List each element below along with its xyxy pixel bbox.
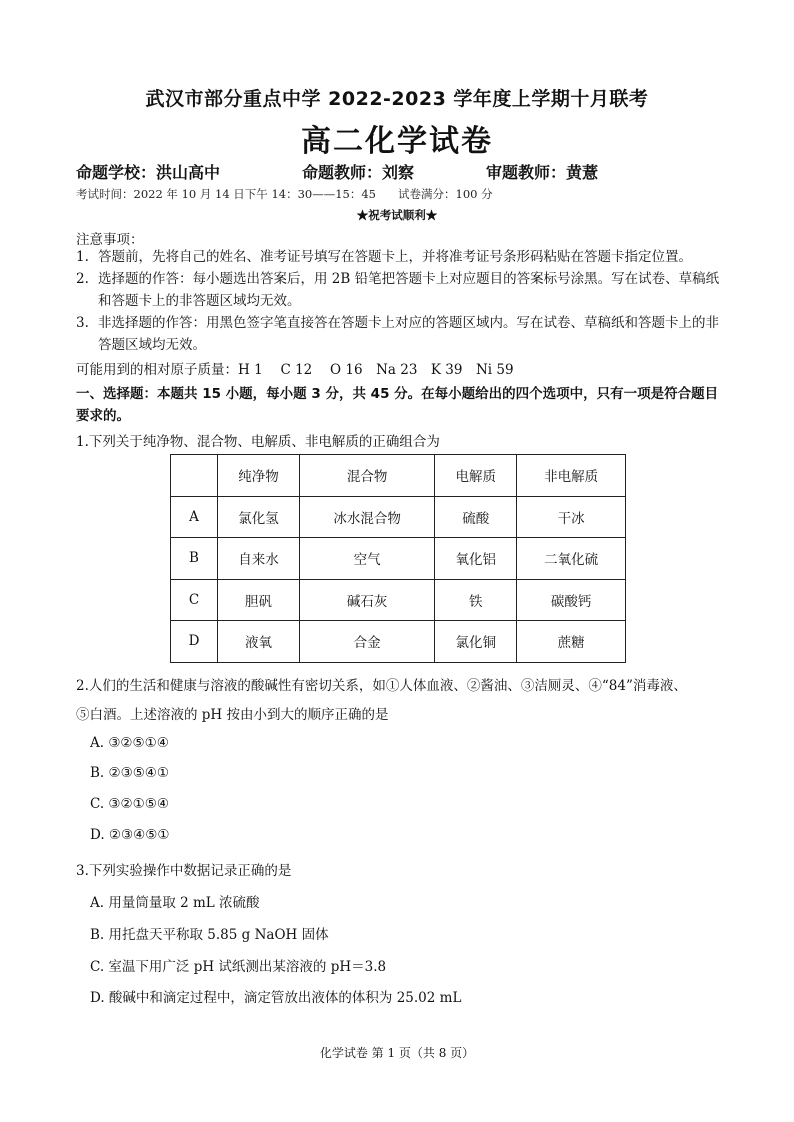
table-header-cell: 非电解质	[517, 455, 626, 497]
table-cell: 二氧化硫	[517, 538, 626, 580]
table-header-cell: 电解质	[435, 455, 517, 497]
table-cell: 胆矾	[218, 579, 300, 621]
table-cell: 空气	[299, 538, 434, 580]
notice-item	[76, 312, 722, 356]
question-3-option-a: A. 用量筒量取 2 mL 浓硫酸	[90, 895, 260, 911]
question-2-option-c: C. ③②①⑤④	[90, 796, 169, 812]
question-3-option-c: C. 室温下用广泛 pH 试纸测出某溶液的 pH＝3.8	[90, 959, 387, 975]
notice-item-text: 非选择题的作答：用黑色签字笔直接答在答题卡上对应的答题区域内。写在试卷、草稿纸和答题卡上的非答题区域均无效。	[98, 315, 719, 353]
exam-info	[76, 186, 493, 202]
table-cell: 自来水	[218, 538, 300, 580]
question-3-option-d: D. 酸碱中和滴定过程中，滴定管放出液体的体积为 25.02 mL	[90, 990, 462, 1006]
exam-time: 考试时间：2022 年 10 月 14 日下午 14：30——15：45	[76, 187, 376, 201]
reviewer-label: 审题教师：黄薏	[486, 163, 599, 182]
question-1-stem: 1.下列关于纯净物、混合物、电解质、非电解质的正确组合为	[76, 434, 440, 450]
question-2-option-d: D. ②③④⑤①	[90, 827, 170, 843]
table-header-row	[171, 455, 626, 497]
notice-heading: 注意事项：	[76, 232, 144, 248]
table-cell: 合金	[299, 621, 434, 663]
table-cell: 碱石灰	[299, 579, 434, 621]
good-luck-banner: ★祝考试顺利★	[356, 208, 438, 222]
table-header-cell: 纯净物	[218, 455, 300, 497]
table-row	[171, 538, 626, 580]
notice-item	[76, 246, 722, 268]
exam-subject-title: 高二化学试卷	[301, 124, 493, 159]
table-cell: 干冰	[517, 496, 626, 538]
table-cell: 氯化氢	[218, 496, 300, 538]
teacher-label: 命题教师：刘察	[302, 163, 415, 182]
table-cell: 氯化铜	[435, 621, 517, 663]
notice-item-number: 2.	[76, 271, 89, 287]
page-footer: 化学试卷 第 1 页（共 8 页）	[319, 1046, 475, 1060]
table-cell: D	[171, 621, 218, 663]
table-cell: 氧化铝	[435, 538, 517, 580]
notice-item	[76, 268, 722, 312]
atomic-masses: 可能用到的相对原子质量：H 1 C 12 O 16 Na 23 K 39 Ni 59	[76, 362, 514, 378]
table-cell: B	[171, 538, 218, 580]
question-2-stem-line1: 2.人们的生活和健康与溶液的酸碱性有密切关系，如①人体血液、②酱油、③洁厕灵、④“84”消毒液、	[76, 678, 687, 694]
notice-item-text: 选择题的作答：每小题选出答案后，用 2B 铅笔把答题卡上对应题目的答案标号涂黑。写在试卷、草稿纸和答题卡上的非答题区域均无效。	[98, 271, 720, 309]
question-3-stem: 3.下列实验操作中数据记录正确的是	[76, 863, 292, 879]
table-header-cell	[171, 455, 218, 497]
notice-item-number: 3.	[76, 315, 89, 331]
school-label: 命题学校：洪山高中	[76, 163, 221, 182]
table-cell: 硫酸	[435, 496, 517, 538]
notice-item-text: 答题前，先将自己的姓名、准考证号填写在答题卡上，并将准考证号条形码粘贴在答题卡指定位置。	[98, 249, 692, 265]
question-3-option-b: B. 用托盘天平称取 5.85 g NaOH 固体	[90, 927, 329, 943]
notice-item-number: 1.	[76, 249, 89, 265]
table-row	[171, 496, 626, 538]
table-row	[171, 579, 626, 621]
section-heading: 一、选择题：本题共 15 小题，每小题 3 分，共 45 分。在每小题给出的四个选项中，只有一项是符合题目要求的。	[76, 386, 719, 424]
table-cell: 铁	[435, 579, 517, 621]
table-cell: 冰水混合物	[299, 496, 434, 538]
question-1-table	[170, 454, 626, 663]
table-cell: C	[171, 579, 218, 621]
table-cell: 液氧	[218, 621, 300, 663]
table-header-cell: 混合物	[299, 455, 434, 497]
table-cell: 蔗糖	[517, 621, 626, 663]
table-row	[171, 621, 626, 663]
question-2-option-a: A. ③②⑤①④	[90, 735, 169, 751]
full-score: 试卷满分：100 分	[398, 187, 493, 201]
question-2-stem-line2: ⑤白酒。上述溶液的 pH 按由小到大的顺序正确的是	[76, 707, 389, 723]
table-cell: 碳酸钙	[517, 579, 626, 621]
exam-series-title: 武汉市部分重点中学 2022-2023 学年度上学期十月联考	[145, 88, 649, 110]
table-cell: A	[171, 496, 218, 538]
question-2-option-b: B. ②③⑤④①	[90, 765, 170, 781]
